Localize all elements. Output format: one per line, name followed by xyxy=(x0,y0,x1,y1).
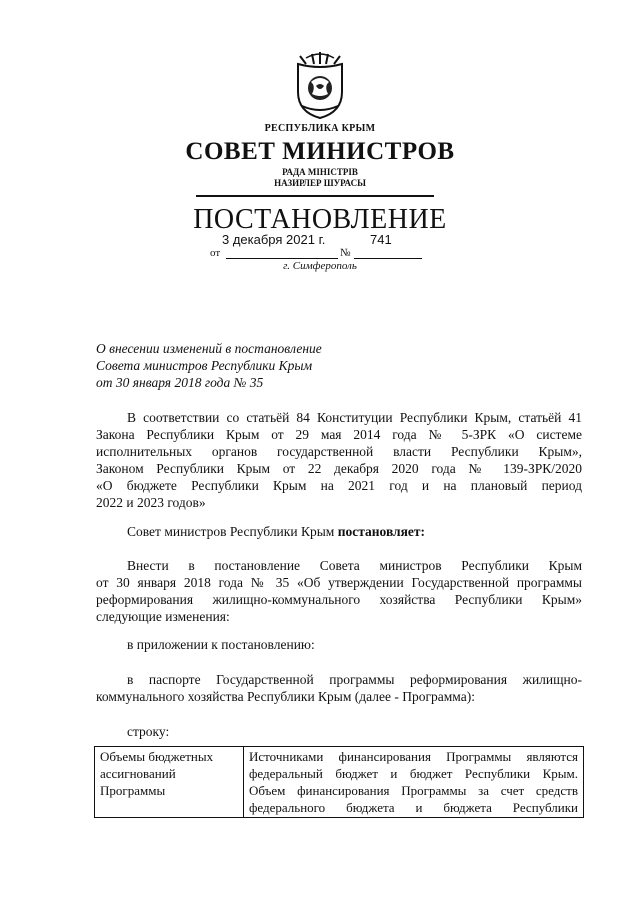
preamble-line: В соответствии со статьёй 84 Конституции Республики Крым, статьёй 41 xyxy=(127,410,582,425)
table-value-line: федеральный бюджет и бюджет Республики Крым. xyxy=(249,766,578,781)
amend-line: реформирования жилищно-коммунального хозяйства Республики Крым» xyxy=(96,592,582,607)
preamble-line: 2022 и 2023 годов» xyxy=(96,495,206,510)
passport-line: в паспорте Государственной программы реформирования жилищно- xyxy=(127,672,582,687)
appendix-paragraph xyxy=(96,636,582,653)
preamble-line: «О бюджете Республики Крым на 2021 год и на плановый период xyxy=(96,478,582,493)
city: г. Симферополь xyxy=(283,260,357,272)
date-prefix: от xyxy=(210,247,221,259)
table-value-line: Источниками финансирования Программы являются xyxy=(249,749,578,764)
date-handwritten: 3 декабря 2021 г. xyxy=(222,232,326,247)
council-name-ukrainian: РАДА МІНІСТРІВ xyxy=(282,167,358,177)
resolves-line xyxy=(96,523,582,540)
table-label-line: Объемы бюджетных xyxy=(100,749,214,764)
preamble-line: исполнительных органов государственной власти Республики Крым», xyxy=(96,444,582,459)
table-row xyxy=(95,747,584,818)
document-subject xyxy=(96,340,322,391)
amend-line: Внести в постановление Совета министров Республики Крым xyxy=(127,558,582,573)
line-paragraph xyxy=(96,723,582,740)
passport-paragraph xyxy=(96,671,582,705)
preamble-paragraph xyxy=(96,409,582,511)
table-value-line: федерального бюджета и бюджета Республики xyxy=(249,800,578,815)
appendix-line: в приложении к постановлению: xyxy=(127,637,315,652)
subject-line: О внесении изменений в постановление xyxy=(96,341,322,356)
resolves-paragraph xyxy=(96,523,582,540)
resolves-text: Совет министров Республики Крым xyxy=(127,524,338,539)
subject-line: Совета министров Республики Крым xyxy=(96,358,313,373)
amend-paragraph xyxy=(96,557,582,625)
header-divider xyxy=(196,195,434,197)
passport-line: коммунального хозяйства Республики Крым (далее - Программа): xyxy=(96,689,475,704)
document-type-title: ПОСТАНОВЛЕНИЕ xyxy=(193,204,447,235)
republic-name: РЕСПУБЛИКА КРЫМ xyxy=(264,123,376,134)
line-label: строку: xyxy=(127,724,170,739)
council-name-crimean-tatar: НАЗИРЛЕР ШУРАСЫ xyxy=(274,178,366,188)
amend-line: от 30 января 2018 года № 35 «Об утверждении Государственной программы xyxy=(96,575,582,590)
date-underline xyxy=(226,258,338,259)
number-handwritten: 741 xyxy=(370,232,392,247)
council-name: СОВЕТ МИНИСТРОВ xyxy=(185,138,455,165)
number-prefix: № xyxy=(340,247,351,259)
table-label-line: ассигнований xyxy=(100,766,176,781)
amend-line: следующие изменения: xyxy=(96,609,230,624)
table-value-line: Объем финансирования Программы за счет средств xyxy=(249,783,578,798)
table-cell-value xyxy=(244,747,584,818)
table-cell-label xyxy=(95,747,244,818)
preamble-line: Закона Республики Крым от 29 мая 2014 года № 5-ЗРК «О системе xyxy=(96,427,582,442)
preamble-line: Законом Республики Крым от 22 декабря 2020 года № 139-ЗРК/2020 xyxy=(96,461,582,476)
table-label-line: Программы xyxy=(100,783,166,798)
budget-table xyxy=(94,746,584,818)
crimea-coat-of-arms-icon xyxy=(292,52,348,120)
number-underline xyxy=(354,258,422,259)
resolves-bold: постановляет: xyxy=(337,524,426,539)
subject-line: от 30 января 2018 года № 35 xyxy=(96,375,264,390)
